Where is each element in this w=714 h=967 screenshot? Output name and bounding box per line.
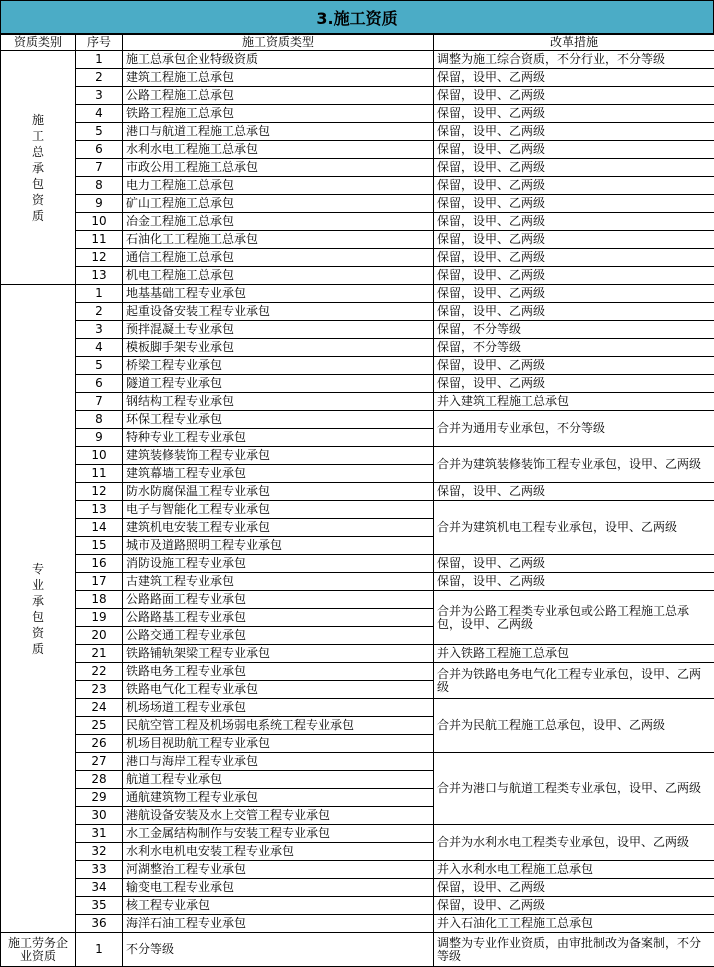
reform-measure: 并入建筑工程施工总承包 [434,393,714,411]
table-row [1,105,714,123]
table-row [1,663,714,681]
row-number: 36 [76,915,123,933]
row-number: 22 [76,663,123,681]
qualification-type: 公路路基工程专业承包 [123,609,434,627]
qualification-type: 古建筑工程专业承包 [123,573,434,591]
qualification-type: 航道工程专业承包 [123,771,434,789]
qualification-type: 铁路电气化工程专业承包 [123,681,434,699]
table-row [1,591,714,609]
row-number: 31 [76,825,123,843]
table-row [1,375,714,393]
qualification-type: 水利水电工程施工总承包 [123,141,434,159]
row-number: 6 [76,375,123,393]
reform-measure: 保留，设甲、乙两级 [434,213,714,231]
table-row [1,303,714,321]
category-cell-labor: 施工劳务企业资质 [1,933,76,967]
qualification-type: 石油化工工程施工总承包 [123,231,434,249]
row-number: 1 [76,285,123,303]
row-number: 4 [76,105,123,123]
reform-measure: 保留，设甲、乙两级 [434,69,714,87]
table-row [1,933,714,967]
reform-measure: 保留，设甲、乙两级 [434,267,714,285]
qualification-type: 环保工程专业承包 [123,411,434,429]
qualification-type: 建筑机电安装工程专业承包 [123,519,434,537]
reform-measure: 保留，设甲、乙两级 [434,879,714,897]
reform-measure: 合并为民航工程施工总承包，设甲、乙两级 [434,699,714,753]
table-row [1,69,714,87]
reform-measure: 保留，设甲、乙两级 [434,357,714,375]
qualification-type: 建筑工程施工总承包 [123,69,434,87]
row-number: 29 [76,789,123,807]
reform-measure: 保留，设甲、乙两级 [434,159,714,177]
row-number: 35 [76,897,123,915]
reform-measure: 保留，设甲、乙两级 [434,123,714,141]
table-row [1,915,714,933]
table-row [1,213,714,231]
row-number: 3 [76,321,123,339]
reform-measure: 保留，设甲、乙两级 [434,285,714,303]
row-number: 10 [76,447,123,465]
row-number: 27 [76,753,123,771]
table-row [1,645,714,663]
qualification-type: 模板脚手架专业承包 [123,339,434,357]
row-number: 25 [76,717,123,735]
reform-measure: 保留，设甲、乙两级 [434,177,714,195]
table-row [1,825,714,843]
row-number: 2 [76,303,123,321]
table-row [1,753,714,771]
header-type: 施工资质类型 [123,35,434,51]
reform-measure: 保留，设甲、乙两级 [434,573,714,591]
row-number: 33 [76,861,123,879]
reform-measure: 并入铁路工程施工总承包 [434,645,714,663]
row-number: 18 [76,591,123,609]
reform-measure: 并入水利水电工程施工总承包 [434,861,714,879]
qualification-type: 水利水电机电安装工程专业承包 [123,843,434,861]
table-row [1,51,714,69]
qualification-type: 起重设备安装工程专业承包 [123,303,434,321]
reform-measure: 保留，设甲、乙两级 [434,195,714,213]
reform-measure: 保留，设甲、乙两级 [434,141,714,159]
header-measure: 改革措施 [434,35,714,51]
reform-measure: 保留，设甲、乙两级 [434,555,714,573]
table-row [1,285,714,303]
qualification-type: 通航建筑物工程专业承包 [123,789,434,807]
row-number: 7 [76,393,123,411]
qualification-type: 消防设施工程专业承包 [123,555,434,573]
qualification-table [0,34,714,967]
row-number: 34 [76,879,123,897]
reform-measure: 合并为建筑机电工程专业承包，设甲、乙两级 [434,501,714,555]
qualification-type: 钢结构工程专业承包 [123,393,434,411]
reform-measure: 合并为港口与航道工程类专业承包，设甲、乙两级 [434,753,714,825]
qualification-type: 市政公用工程施工总承包 [123,159,434,177]
row-number: 30 [76,807,123,825]
qualification-type: 特种专业工程专业承包 [123,429,434,447]
reform-measure: 保留，设甲、乙两级 [434,105,714,123]
table-row [1,897,714,915]
row-number: 9 [76,195,123,213]
table-row [1,411,714,429]
reform-measure: 保留，设甲、乙两级 [434,303,714,321]
qualification-type: 输变电工程专业承包 [123,879,434,897]
qualification-type: 施工总承包企业特级资质 [123,51,434,69]
row-number: 1 [76,51,123,69]
table-row [1,267,714,285]
row-number: 24 [76,699,123,717]
row-number: 2 [76,69,123,87]
reform-measure: 保留，设甲、乙两级 [434,897,714,915]
table-row [1,231,714,249]
row-number: 26 [76,735,123,753]
row-number: 8 [76,411,123,429]
reform-measure: 保留，设甲、乙两级 [434,249,714,267]
qualification-type: 建筑幕墙工程专业承包 [123,465,434,483]
row-number: 17 [76,573,123,591]
row-number: 3 [76,87,123,105]
qualification-type: 机电工程施工总承包 [123,267,434,285]
category-label: 施工总承包资质 [31,112,45,224]
qualification-type: 机场目视助航工程专业承包 [123,735,434,753]
row-number: 7 [76,159,123,177]
qualification-type: 铁路工程施工总承包 [123,105,434,123]
qualification-type: 核工程专业承包 [123,897,434,915]
row-number: 19 [76,609,123,627]
table-row [1,195,714,213]
qualification-type: 海洋石油工程专业承包 [123,915,434,933]
qualification-type: 铁路铺轨架梁工程专业承包 [123,645,434,663]
row-number: 5 [76,357,123,375]
table-row [1,87,714,105]
table-row [1,879,714,897]
reform-measure: 保留，设甲、乙两级 [434,483,714,501]
row-number: 6 [76,141,123,159]
row-number: 13 [76,501,123,519]
table-row [1,339,714,357]
row-number: 12 [76,483,123,501]
row-number: 11 [76,465,123,483]
row-number: 10 [76,213,123,231]
qualification-type: 公路工程施工总承包 [123,87,434,105]
table-row [1,699,714,717]
qualification-type: 港口与航道工程施工总承包 [123,123,434,141]
qualification-type: 公路交通工程专业承包 [123,627,434,645]
reform-measure: 合并为公路工程类专业承包或公路工程施工总承包，设甲、乙两级 [434,591,714,645]
table-row [1,447,714,465]
row-number: 28 [76,771,123,789]
qualification-type: 建筑装修装饰工程专业承包 [123,447,434,465]
page-title: 3.施工资质 [0,0,714,34]
reform-measure: 合并为铁路电务电气化工程专业承包，设甲、乙两级 [434,663,714,699]
header-number: 序号 [76,35,123,51]
row-number: 8 [76,177,123,195]
table-row [1,357,714,375]
header-row [1,35,714,51]
qualification-type: 港口与海岸工程专业承包 [123,753,434,771]
reform-measure: 合并为建筑装修装饰工程专业承包，设甲、乙两级 [434,447,714,483]
table-row [1,555,714,573]
row-number: 1 [76,933,123,967]
row-number: 11 [76,231,123,249]
table-row [1,141,714,159]
table-row [1,249,714,267]
qualification-type: 预拌混凝土专业承包 [123,321,434,339]
category-cell-general [1,51,76,285]
reform-measure: 调整为施工综合资质，不分行业，不分等级 [434,51,714,69]
table-row [1,321,714,339]
reform-measure: 保留，不分等级 [434,339,714,357]
category-cell-special [1,285,76,933]
table-row [1,159,714,177]
qualification-type: 铁路电务工程专业承包 [123,663,434,681]
qualification-type: 电力工程施工总承包 [123,177,434,195]
reform-measure: 合并为水利水电工程类专业承包，设甲、乙两级 [434,825,714,861]
table-row [1,573,714,591]
table-row [1,861,714,879]
table-row [1,501,714,519]
row-number: 13 [76,267,123,285]
qualification-type: 不分等级 [123,933,434,967]
row-number: 21 [76,645,123,663]
qualification-type: 冶金工程施工总承包 [123,213,434,231]
reform-measure: 调整为专业作业资质，由审批制改为备案制，不分等级 [434,933,714,967]
qualification-type: 电子与智能化工程专业承包 [123,501,434,519]
qualification-type: 河湖整治工程专业承包 [123,861,434,879]
table-row [1,123,714,141]
row-number: 32 [76,843,123,861]
row-number: 4 [76,339,123,357]
qualification-type: 机场场道工程专业承包 [123,699,434,717]
row-number: 15 [76,537,123,555]
qualification-type: 防水防腐保温工程专业承包 [123,483,434,501]
qualification-type: 桥梁工程专业承包 [123,357,434,375]
qualification-type: 隧道工程专业承包 [123,375,434,393]
reform-measure: 并入石油化工工程施工总承包 [434,915,714,933]
qualification-type: 公路路面工程专业承包 [123,591,434,609]
reform-measure: 保留，设甲、乙两级 [434,87,714,105]
row-number: 9 [76,429,123,447]
reform-measure: 保留，设甲、乙两级 [434,375,714,393]
qualification-type: 港航设备安装及水上交管工程专业承包 [123,807,434,825]
qualification-type: 通信工程施工总承包 [123,249,434,267]
row-number: 12 [76,249,123,267]
qualification-type: 水工金属结构制作与安装工程专业承包 [123,825,434,843]
row-number: 5 [76,123,123,141]
header-category: 资质类别 [1,35,76,51]
row-number: 16 [76,555,123,573]
table-row [1,393,714,411]
row-number: 20 [76,627,123,645]
row-number: 14 [76,519,123,537]
qualification-type: 城市及道路照明工程专业承包 [123,537,434,555]
table-row [1,177,714,195]
table-body [1,35,714,967]
reform-measure: 保留，设甲、乙两级 [434,231,714,249]
table-row [1,483,714,501]
qualification-type: 矿山工程施工总承包 [123,195,434,213]
reform-measure: 合并为通用专业承包，不分等级 [434,411,714,447]
qualification-type: 民航空管工程及机场弱电系统工程专业承包 [123,717,434,735]
category-label: 专业承包资质 [31,561,45,657]
qualification-type: 地基基础工程专业承包 [123,285,434,303]
reform-measure: 保留，不分等级 [434,321,714,339]
row-number: 23 [76,681,123,699]
